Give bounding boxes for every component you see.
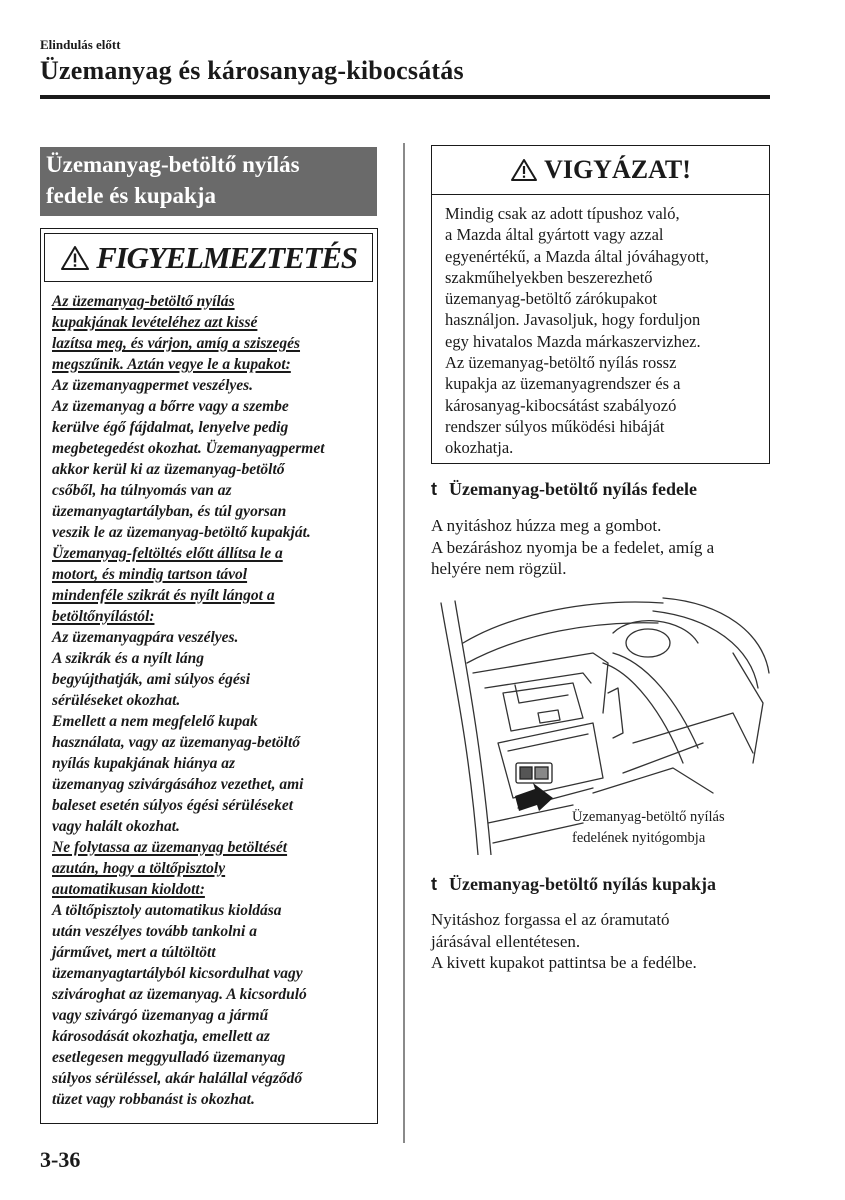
- text-line: baleset esetén súlyos égési sérüléseket: [52, 797, 294, 814]
- text-line: vagy halált okozhat.: [52, 818, 180, 835]
- text-line: rendszer súlyos működési hibáját: [445, 416, 665, 436]
- text-line: Emellett a nem megfelelő kupak: [52, 713, 258, 730]
- text-line: egyenértékű, a Mazda által jóváhagyott,: [445, 246, 709, 266]
- text-line: megbetegedést okozhat. Üzemanyagpermet: [52, 440, 325, 457]
- text-line: okozhatja.: [445, 438, 514, 458]
- text-line: A szikrák és a nyílt láng: [52, 650, 205, 667]
- subheading-fuel-lid-text: Üzemanyag-betöltő nyílás fedele: [449, 479, 697, 499]
- text-line: esetlegesen meggyulladó üzemanyag: [52, 1049, 286, 1066]
- figure-caption-line-1: Üzemanyag-betöltő nyílás: [572, 809, 725, 825]
- text-line: nyílás kupakjának hiánya az: [52, 755, 236, 772]
- text-line: A bezáráshoz nyomja be a fedelet, amíg a: [431, 537, 715, 557]
- text-line: üzemanyagtartályban, és túl gyorsan: [52, 503, 287, 520]
- title-rule: [40, 95, 770, 99]
- text-line: használjon. Javasoljuk, hogy forduljon: [445, 310, 701, 330]
- text-line: vagy szivárgó üzemanyag a jármű: [52, 1007, 269, 1024]
- text-line: szakműhelyekben beszerezhető: [445, 267, 653, 287]
- text-line: mindenféle szikrát és nyílt lángot a: [52, 587, 275, 604]
- text-line: járművet, mert a túltöltött: [52, 944, 216, 961]
- fuel-cap-instructions: [431, 909, 771, 974]
- text-line: akkor kerül ki az üzemanyag-betöltő: [52, 461, 285, 478]
- text-line: károsodását okozhatja, emellett az: [52, 1028, 270, 1045]
- text-line: után veszélyes tovább tankolni a: [52, 923, 257, 940]
- subheading-fuel-cap-text: Üzemanyag-betöltő nyílás kupakja: [449, 874, 717, 894]
- text-line: Mindig csak az adott típushoz való,: [445, 204, 680, 223]
- page-number: 3-36: [40, 1147, 81, 1172]
- text-line: kerülve égő fájdalmat, lenyelve pedig: [52, 419, 289, 436]
- text-line: motort, és mindig tartson távol: [52, 566, 248, 583]
- warning-body: [52, 291, 370, 1110]
- text-line: károsanyag-kibocsátást szabályozó: [445, 395, 677, 415]
- section-heading: [40, 147, 377, 216]
- text-line: csőből, ha túlnyomás van az: [52, 482, 232, 499]
- text-line: kupakja az üzemanyagrendszer és a: [445, 374, 681, 394]
- warning-triangle-icon: [60, 245, 90, 271]
- text-line: Az üzemanyag-betöltő nyílás rossz: [445, 353, 677, 373]
- text-line: Ne folytassa az üzemanyag betöltését: [52, 839, 288, 856]
- figure-caption-line-2: fedelének nyitógombja: [572, 830, 706, 846]
- fuel-lid-instructions: [431, 515, 771, 580]
- text-line: veszik le az üzemanyag-betöltő kupakját.: [52, 524, 311, 541]
- figure-caption: [572, 807, 725, 849]
- text-line: begyújthatják, ami súlyos égési: [52, 671, 251, 688]
- text-line: Üzemanyag-feltöltés előtt állítsa le a: [52, 545, 283, 562]
- text-line: súlyos sérüléssel, akár halállal végződő: [52, 1070, 303, 1087]
- caution-body: [445, 203, 765, 459]
- text-line: betöltőnyílástól:: [52, 608, 155, 625]
- text-line: egy hivatalos Mazda márkaszervizhez.: [445, 331, 701, 351]
- text-line: A kivett kupakot pattintsa be a fedélbe.: [431, 953, 697, 972]
- section-heading-line-2: fedele és kupakja: [46, 183, 216, 208]
- text-line: a Mazda által gyártott vagy azzal: [445, 225, 664, 245]
- page-title: Üzemanyag és károsanyag-kibocsátás: [40, 56, 464, 85]
- text-line: A nyitáshoz húzza meg a gombot.: [431, 516, 662, 535]
- text-line: üzemanyag szivárgásához vezethet, ami: [52, 776, 304, 793]
- text-line: Az üzemanyag-betöltő nyílás: [52, 293, 235, 310]
- subheading-fuel-cap: [431, 874, 716, 895]
- text-line: járásával ellentétesen.: [431, 931, 581, 951]
- text-line: automatikusan kioldott:: [52, 881, 205, 898]
- text-line: használata, vagy az üzemanyag-betöltő: [52, 734, 301, 751]
- caution-title: VIGYÁZAT!: [544, 154, 691, 184]
- text-line: szivároghat az üzemanyag. A kicsorduló: [52, 986, 307, 1003]
- text-line: tüzet vagy robbanást is okozhat.: [52, 1091, 255, 1108]
- text-line: Az üzemanyagpára veszélyes.: [52, 629, 239, 646]
- breadcrumb: Elindulás előtt: [40, 37, 121, 52]
- section-heading-line-1: Üzemanyag-betöltő nyílás: [46, 152, 300, 177]
- text-line: helyére nem rögzül.: [431, 559, 567, 578]
- text-line: azután, hogy a töltőpisztoly: [52, 860, 226, 877]
- text-line: kupakjának levételéhez azt kissé: [52, 314, 258, 331]
- text-line: lazítsa meg, és várjon, amíg a sziszegés: [52, 335, 301, 352]
- text-line: üzemanyag-betöltő zárókupakot: [445, 289, 658, 309]
- warning-header: [44, 233, 373, 282]
- warning-title: FIGYELMEZTETÉS: [96, 239, 357, 275]
- text-line: megszűnik. Aztán vegye le a kupakot:: [52, 356, 291, 373]
- text-line: üzemanyagtartályból kicsordulhat vagy: [52, 965, 303, 982]
- subheading-fuel-lid: [431, 479, 697, 500]
- text-line: A töltőpisztoly automatikus kioldása: [52, 902, 282, 919]
- text-line: Nyitáshoz forgassa el az óramutató: [431, 910, 670, 929]
- bullet-icon: t: [431, 479, 437, 499]
- column-divider: [403, 143, 405, 1143]
- bullet-icon: t: [431, 874, 437, 894]
- text-line: Az üzemanyag a bőrre vagy a szembe: [52, 398, 289, 415]
- text-line: sérüléseket okozhat.: [52, 692, 181, 709]
- text-line: Az üzemanyagpermet veszélyes.: [52, 377, 254, 394]
- warning-triangle-icon: [510, 158, 538, 182]
- caution-header: [431, 145, 770, 195]
